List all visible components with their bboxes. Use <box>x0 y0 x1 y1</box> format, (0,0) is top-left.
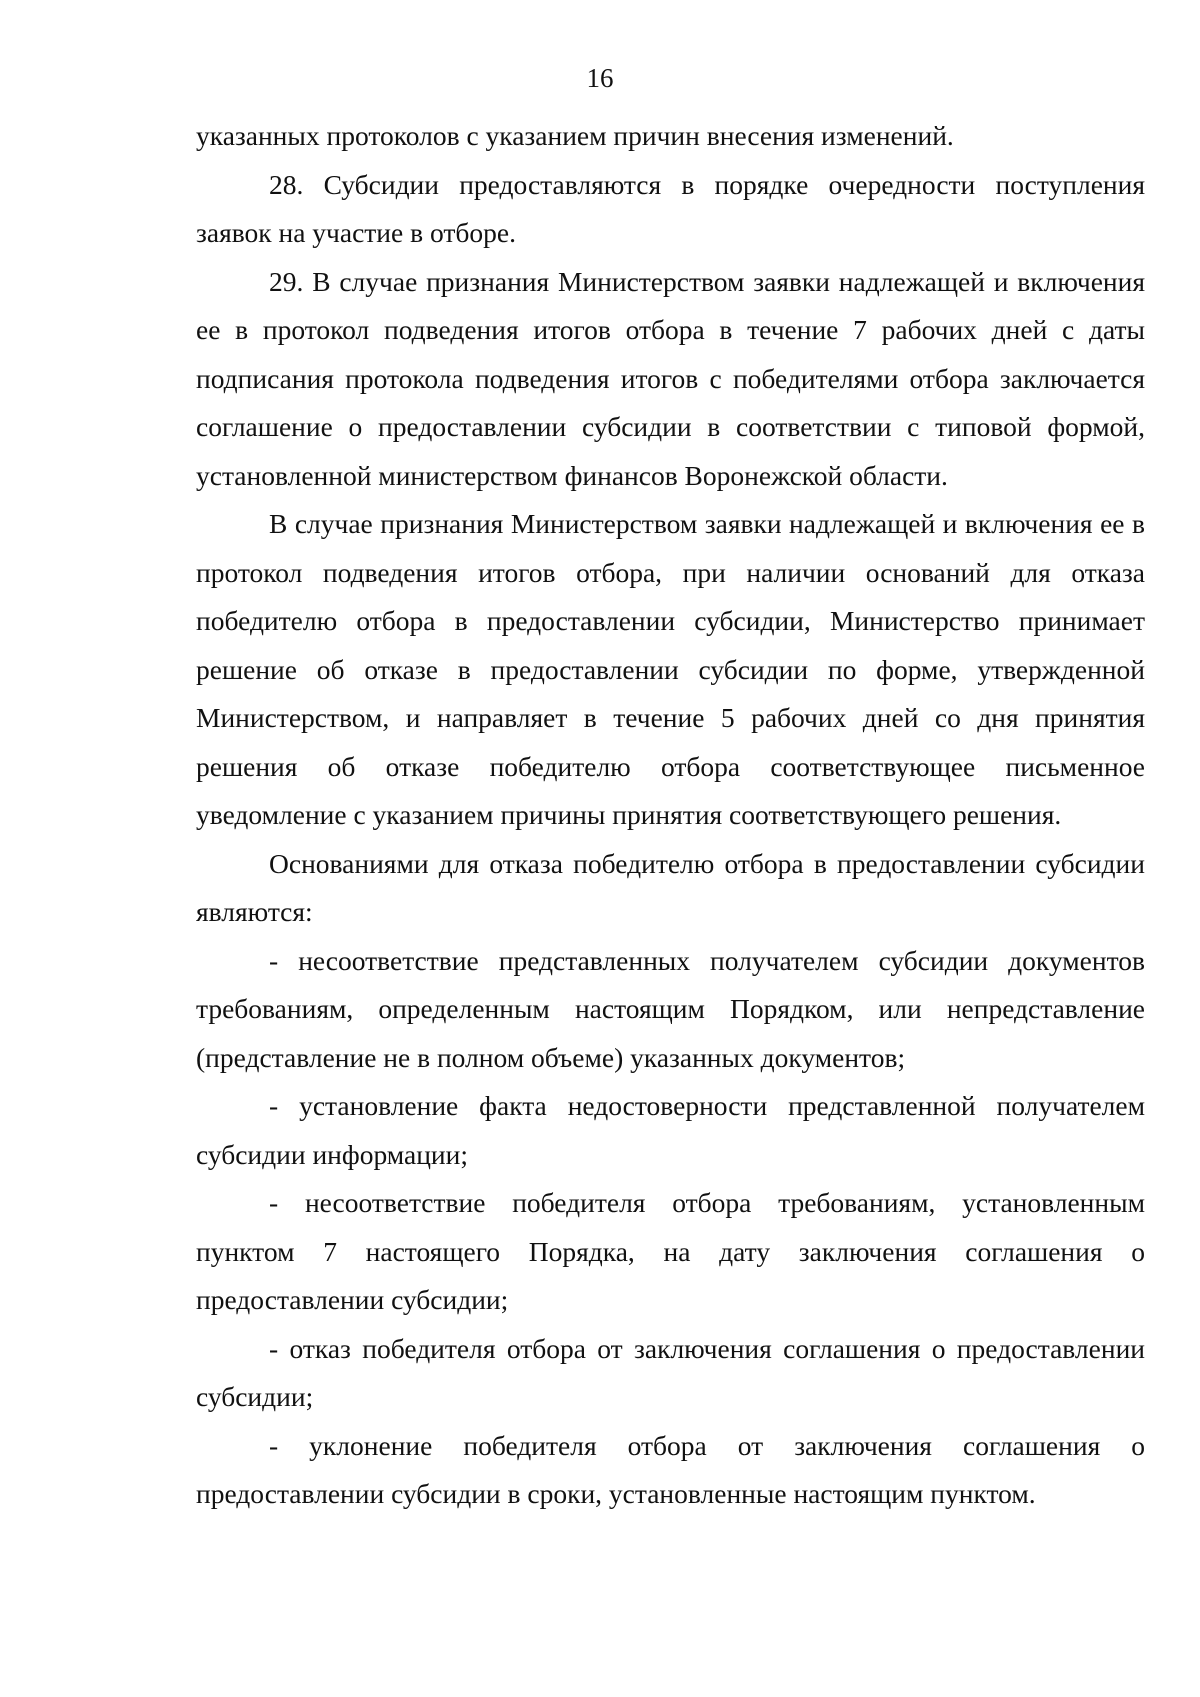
paragraph-refusal-decision: В случае признания Министерством заявки надлежащей и включения ее в протокол подведения итогов отбора, при наличии оснований для отказа победителю отбора в предоставлении субсидии, Министерство принимает решение об отказе в предоставлении субсидии по форме, утвержденной Министерством, и направляет в течение 5 рабочих дней со дня принятия решения об отказе победителю отбора соответствующее письменное уведомление с указанием причины принятия соответствующего решения. <box>196 508 1145 830</box>
list-item-ground-1: - несоответствие представленных получателем субсидии документов требованиям, определенным настоящим Порядком, или непредставление (представление не в полном объеме) указанных документов; <box>196 944 1145 1073</box>
paragraph-item-29: 29. В случае признания Министерством заявки надлежащей и включения ее в протокол подведения итогов отбора в течение 7 рабочих дней с даты подписания протокола подведения итогов с победителями отбора заключается соглашение о предоставлении субсидии в соответствии с типовой формой, установленной министерством финансов Воронежской области. <box>196 265 1145 491</box>
paragraph-item-28: 28. Субсидии предоставляются в порядке очередности поступления заявок на участие в отборе. <box>196 168 1145 248</box>
list-item-ground-2: - установление факта недостоверности представленной получателем субсидии информации; <box>196 1090 1145 1170</box>
document-body <box>196 112 1145 1519</box>
list-item-ground-3: - несоответствие победителя отбора требованиям, установленным пунктом 7 настоящего Порядка, на дату заключения соглашения о предоставлении субсидии; <box>196 1187 1145 1315</box>
page-number: 16 <box>586 63 614 93</box>
paragraph-refusal-grounds-intro: Основаниями для отказа победителю отбора в предоставлении субсидии являются: <box>196 847 1145 927</box>
paragraph-continuation: указанных протоколов с указанием причин внесения изменений. <box>196 120 954 151</box>
list-item-ground-5: - уклонение победителя отбора от заключения соглашения о предоставлении субсидии в сроки, установленные настоящим пунктом. <box>196 1429 1145 1509</box>
list-item-ground-4: - отказ победителя отбора от заключения соглашения о предоставлении субсидии; <box>196 1332 1145 1412</box>
